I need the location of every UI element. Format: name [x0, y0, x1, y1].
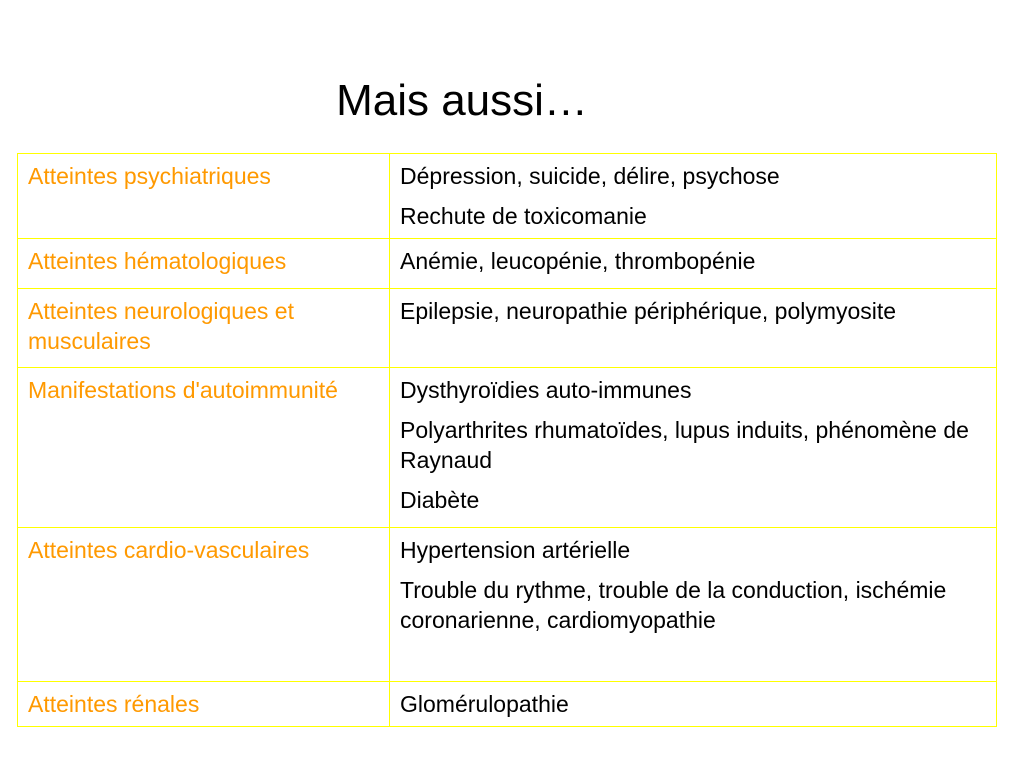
detail-cell	[390, 528, 997, 682]
table-row	[18, 368, 997, 528]
table-row	[18, 682, 997, 727]
detail-cell	[390, 368, 997, 528]
category-cell: Atteintes neurologiques et musculaires	[18, 289, 390, 368]
detail-line: Diabète	[400, 487, 480, 513]
detail-line: Hypertension artérielle	[400, 537, 631, 563]
detail-line: Dysthyroïdies auto-immunes	[400, 377, 692, 403]
table-row	[18, 528, 997, 682]
category-cell: Manifestations d'autoimmunité	[18, 368, 390, 528]
detail-line: Epilepsie, neuropathie périphérique, polymyosite	[400, 298, 897, 324]
side-effects-table	[17, 153, 997, 727]
table-row	[18, 154, 997, 239]
category-cell: Atteintes psychiatriques	[18, 154, 390, 239]
slide-title: Mais aussi…	[336, 76, 588, 125]
category-cell: Atteintes rénales	[18, 682, 390, 727]
detail-line: Dépression, suicide, délire, psychose	[400, 163, 780, 189]
detail-line: Anémie, leucopénie, thrombopénie	[400, 248, 756, 274]
detail-line: Rechute de toxicomanie	[400, 203, 647, 229]
table-row	[18, 289, 997, 368]
category-cell: Atteintes hématologiques	[18, 239, 390, 289]
detail-cell	[390, 289, 997, 368]
table-row	[18, 239, 997, 289]
detail-cell	[390, 239, 997, 289]
category-cell: Atteintes cardio-vasculaires	[18, 528, 390, 682]
detail-line: Trouble du rythme, trouble de la conduction, ischémie coronarienne, cardiomyopathie	[400, 577, 947, 633]
detail-cell	[390, 682, 997, 727]
detail-cell	[390, 154, 997, 239]
detail-line: Glomérulopathie	[400, 691, 569, 717]
table-container	[17, 153, 996, 727]
detail-line: Polyarthrites rhumatoïdes, lupus induits, phénomène de Raynaud	[400, 417, 969, 473]
